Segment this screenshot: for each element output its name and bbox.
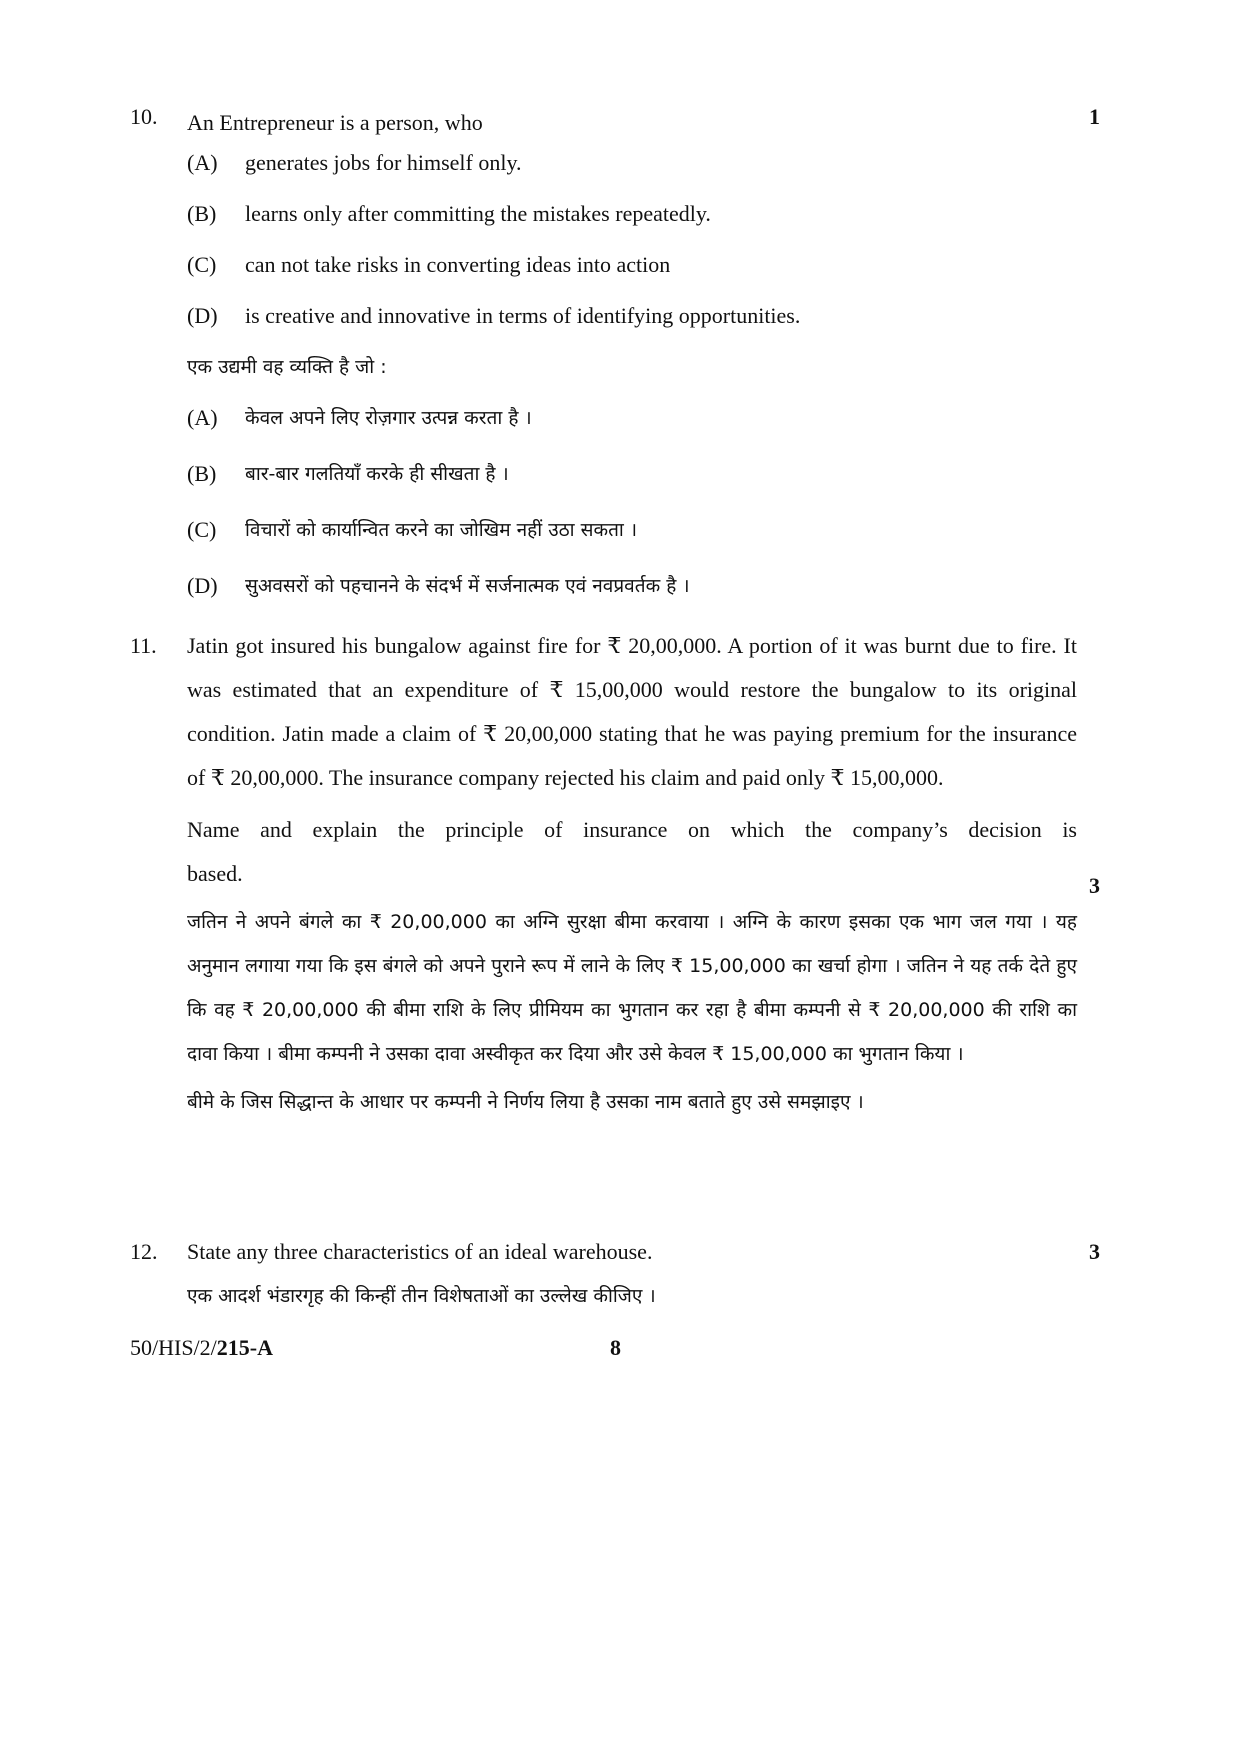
hindi-option-a: (A) केवल अपने लिए रोज़गार उत्पन्न करता है । — [187, 405, 532, 430]
option-d: (D) is creative and innovative in terms of identifying opportunities. — [187, 303, 801, 328]
question-12 — [130, 1230, 1100, 1318]
hindi-question-text: जतिन ने अपने बंगले का ₹ 20,00,000 का अग्नि सुरक्षा बीमा करवाया । अग्नि के कारण इसका एक भाग जल गया । यह अनुमान लगाया गया कि इस बंगले को अपने पुराने रूप में लाने के लिए ₹ 15,00,000 का खर्चा होगा । जतिन ने यह तर्क देते हुए कि वह ₹ 20,00,000 की बीमा राशि के लिए प्रीमियम का भुगतान कर रहा है बीमा कम्पनी से ₹ 20,00,000 की राशि का दावा किया । बीमा कम्पनी ने उसका दावा अस्वीकृत कर दिया और उसे केवल ₹ 15,00,000 का भुगतान किया । — [187, 911, 1077, 1065]
question-number: 11. — [130, 633, 157, 658]
marks: 3 — [1089, 1239, 1100, 1264]
hindi-stem: एक आदर्श भंडारगृह की किन्हीं तीन विशेषताओं का उल्लेख कीजिए । — [187, 1285, 656, 1307]
question-10 — [130, 104, 1100, 622]
question-number: 12. — [130, 1239, 158, 1264]
option-c: (C) can not take risks in converting ideas into action — [187, 252, 671, 277]
marks: 1 — [1089, 104, 1100, 129]
page-footer — [130, 1328, 1100, 1368]
question-text: Jatin got insured his bungalow against fire for ₹ 20,00,000. A portion of it was burnt due to fire. It was estimated that an expenditure of ₹ 15,00,000 would restore the bungalow to its original condition. Jatin made a claim of ₹ 20,00,000 stating that he was paying premium for the insurance of ₹ 20,00,000. The insurance company rejected his claim and paid only ₹ 15,00,000. — [187, 633, 1077, 790]
option-b: (B) learns only after committing the mistakes repeatedly. — [187, 201, 711, 226]
question-11 — [130, 624, 1100, 1124]
marks: 3 — [1089, 873, 1100, 898]
hindi-option-c: (C) विचारों को कार्यान्वित करने का जोखिम नहीं उठा सकता । — [187, 517, 638, 542]
question-instruction-line2: based. — [187, 861, 243, 886]
paper-code: 50/HIS/2/215-A — [130, 1335, 274, 1360]
hindi-stem: एक उद्यमी वह व्यक्ति है जो : — [187, 356, 387, 378]
question-stem: State any three characteristics of an ideal warehouse. — [187, 1239, 653, 1264]
question-number: 10. — [130, 104, 158, 129]
question-stem: An Entrepreneur is a person, who — [187, 110, 483, 135]
option-a: (A) generates jobs for himself only. — [187, 150, 522, 175]
hindi-option-b: (B) बार-बार गलतियाँ करके ही सीखता है । — [187, 461, 509, 486]
question-instruction-line1: Name and explain the principle of insurance on which the company’s decision is — [187, 817, 1077, 842]
hindi-question-instruction: बीमे के जिस सिद्धान्त के आधार पर कम्पनी ने निर्णय लिया है उसका नाम बताते हुए उसे समझाइए । — [187, 1091, 864, 1113]
hindi-option-d: (D) सुअवसरों को पहचानने के संदर्भ में सर्जनात्मक एवं नवप्रवर्तक है । — [187, 573, 690, 598]
page-number: 8 — [610, 1335, 621, 1360]
